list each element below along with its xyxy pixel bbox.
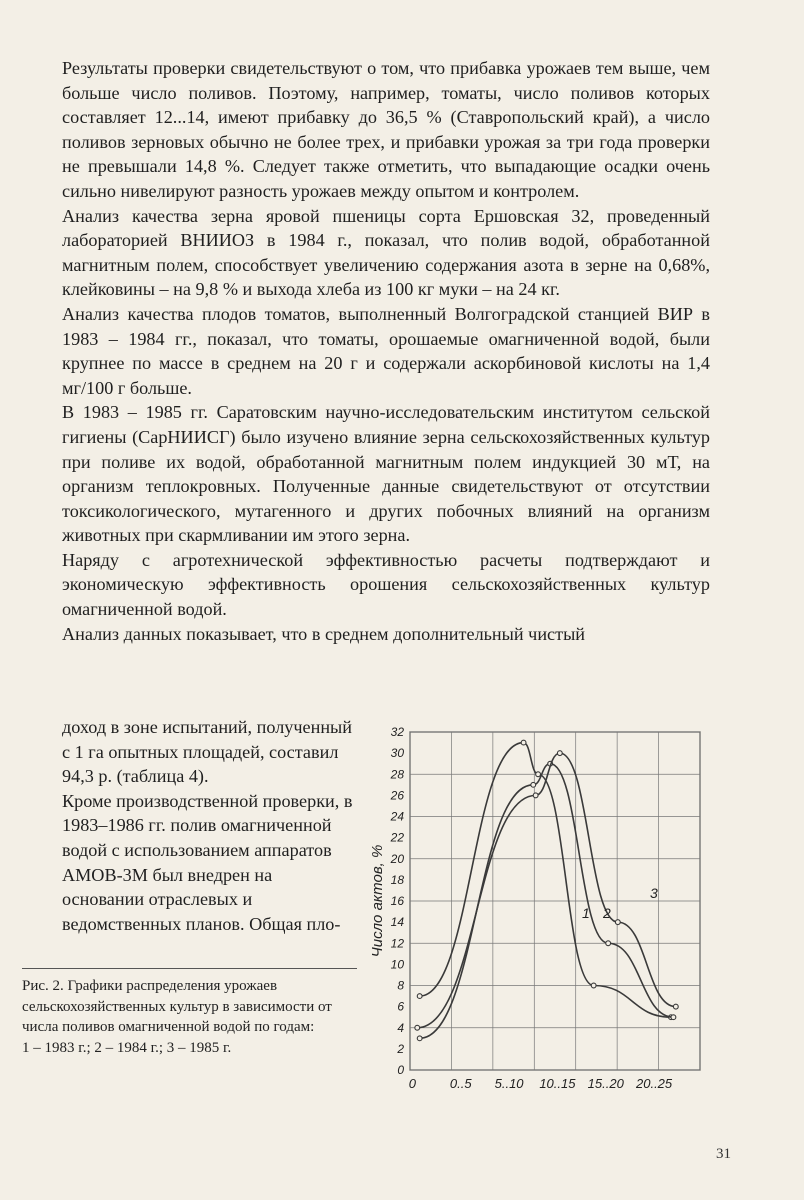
series-point-2 (531, 782, 536, 787)
y-tick-label: 10 (390, 957, 404, 972)
y-tick-label: 2 (397, 1041, 404, 1056)
paragraph-income-continued: доход в зоне испытаний, полученный с 1 га опытных площадей, составил 94,3 р. (таблица 4). (62, 717, 353, 787)
paragraph-wheat-quality: Анализ качества зерна яровой пшеницы сорта Ершовская 32, проведенный лабораторией ВНИИОЗ в 1984 г., показал, что полив водой, обработанной магнитным полем, способствует увеличению содержания азота в зерне на 0,68%, клейковины – на 9,8 % и выхода хлеба из 100 кг муки – на 24 кг. (62, 205, 710, 300)
yield-distribution-chart (360, 718, 712, 1102)
series-point-1 (521, 740, 526, 745)
series-point-2 (606, 941, 611, 946)
y-tick-label: 20 (390, 851, 404, 866)
paragraph-results: Результаты проверки свидетельствуют о том, что прибавка урожаев тем выше, чем больше число поливов. Поэтому, например, томаты, число поливов которых составляет 12...14, имеют прибавку до 36,5 % (Ставропольский край), а число поливов зерновых обычно не более трех, и прибавки урожая за три года проверки не превышали 14,8 %. Следует также отметить, что выпадающие осадки очень сильно нивелируют разность урожаев между опытом и контролем. (62, 58, 710, 201)
page-number: 31 (716, 1146, 731, 1162)
series-line-3 (417, 753, 676, 1028)
x-tick-label: 0 (408, 1076, 417, 1091)
figure-caption-legend: 1 – 1983 г.; 2 – 1984 г.; 3 – 1985 г. (22, 1039, 232, 1056)
series-label-1: 1 (582, 905, 590, 921)
y-tick-label: 30 (390, 746, 404, 761)
x-tick-label: 5..10 (494, 1076, 524, 1091)
figure-caption-text: Рис. 2. Графики распределения урожаев сельскохозяйственных культур в зависимости от числа поливов омагниченной водой по годам: (22, 978, 332, 1035)
x-tick-label: 0..5 (449, 1076, 472, 1091)
y-tick-label: 14 (390, 915, 404, 930)
paragraph-hygiene-study: В 1983 – 1985 гг. Саратовским научно-исследовательским институтом сельской гигиены (СарНИИСГ) было изучено влияние зерна сельскохозяйственных культур при поливе их водой, обработанной магнитным полем индукцией 30 мТ, на организм теплокровных. Полученные данные свидетельствуют от отсутствии токсикологического, мутагенного и других побочных влияний на организм животных при скармливании им этого зерна. (62, 402, 710, 546)
paragraph-production-check: Кроме производственной проверки, в 1983–1986 гг. полив омагниченной водой с использованием аппаратов АМОВ-3М был внедрен на основании отраслевых и ведомственных планов. Общая пло- (62, 790, 353, 934)
series-label-2: 2 (603, 905, 611, 921)
series-point-3 (533, 793, 538, 798)
series-point-3 (673, 1004, 678, 1009)
y-tick-label: 32 (390, 725, 404, 739)
series-point-3 (557, 751, 562, 756)
y-tick-label: 6 (397, 999, 404, 1014)
y-tick-label: 16 (390, 894, 404, 908)
series-point-1 (417, 994, 422, 999)
y-tick-label: 8 (397, 978, 404, 993)
y-tick-label: 12 (390, 936, 404, 951)
x-tick-label: 15..20 (587, 1076, 624, 1091)
y-axis-label: Число актов, % (369, 844, 386, 958)
series-point-2 (671, 1015, 676, 1020)
caption-divider (22, 968, 357, 969)
body-text (62, 56, 710, 646)
series-point-3 (415, 1025, 420, 1030)
x-tick-label: 20..25 (636, 1076, 673, 1091)
y-tick-label: 4 (397, 1020, 404, 1035)
y-tick-label: 26 (390, 788, 404, 803)
x-tick-label: 10..15 (539, 1076, 576, 1091)
y-tick-label: 18 (390, 872, 404, 887)
y-tick-label: 0 (397, 1063, 404, 1077)
series-label-3: 3 (650, 885, 658, 901)
series-point-1 (591, 983, 596, 988)
figure-caption (22, 976, 357, 1058)
series-point-3 (615, 920, 620, 925)
y-tick-label: 24 (390, 809, 404, 824)
paragraph-income-start: Анализ данных показывает, что в среднем дополнительный чистый (62, 623, 586, 644)
paragraph-tomato-quality: Анализ качества плодов томатов, выполненный Волгоградской станцией ВИР в 1983 – 1984 гг., показал, что томаты, орошаемые омагниченной водой, были крупнее по массе в среднем на 20 г и содержали аскорбиновой кислоты на 1,4 мг/100 г больше. (62, 303, 710, 398)
chart-svg (360, 718, 712, 1102)
wrapped-text (62, 715, 357, 936)
series-point-2 (417, 1036, 422, 1041)
series-point-1 (536, 772, 541, 777)
paragraph-economic-efficiency: Наряду с агротехнической эффективностью расчеты подтверждают и экономическую эффективность орошения сельскохозяйственных культур омагниченной водой. (62, 549, 710, 620)
y-tick-label: 28 (390, 767, 404, 782)
y-tick-label: 22 (390, 830, 404, 845)
